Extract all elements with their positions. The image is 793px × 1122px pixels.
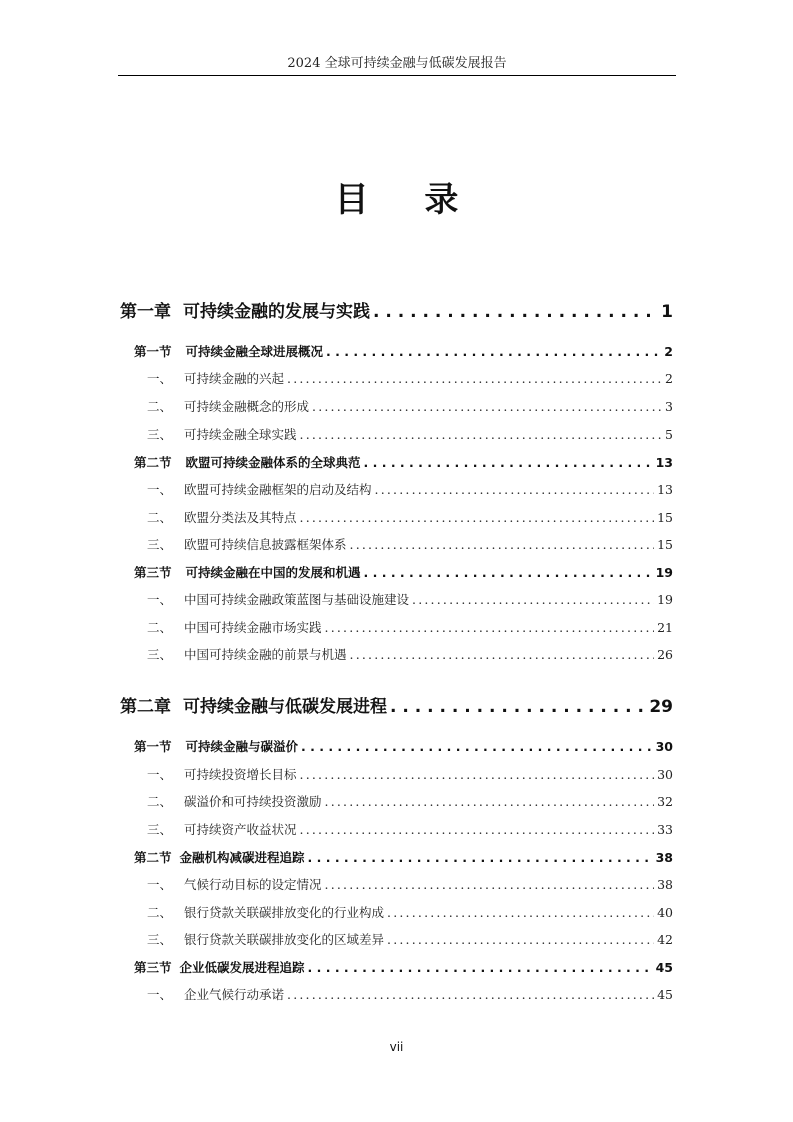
item-title: 可持续金融概念的形成: [184, 399, 310, 414]
section-title: 可持续金融在中国的发展和机遇: [185, 565, 361, 580]
toc-section-1-3[interactable]: [134, 564, 673, 582]
section-title: 欧盟可持续金融体系的全球典范: [185, 455, 361, 470]
page-number: 38: [657, 877, 673, 892]
toc-item-1-1-3[interactable]: [147, 426, 673, 444]
section-number: 第三节: [134, 565, 172, 580]
toc-item-2-1-3[interactable]: [147, 821, 673, 839]
dot-leader: [364, 454, 653, 472]
dot-leader: [364, 564, 653, 582]
dot-leader: [300, 766, 655, 784]
dot-leader: [325, 793, 655, 811]
dot-leader: [350, 646, 655, 664]
page-number: 13: [655, 455, 673, 470]
page-number: 32: [657, 794, 673, 809]
toc-item-2-2-1[interactable]: [147, 876, 673, 894]
item-title: 可持续金融的兴起: [184, 371, 285, 386]
chapter-number: 第一章: [120, 302, 171, 322]
dot-leader: [373, 300, 658, 324]
item-number: 三、: [147, 647, 173, 662]
page-number: 30: [657, 767, 673, 782]
page-number: 45: [655, 960, 673, 975]
toc-item-1-3-2[interactable]: [147, 619, 673, 637]
toc-section-2-3[interactable]: [134, 959, 673, 977]
dot-leader: [300, 509, 655, 527]
dot-leader: [301, 738, 653, 756]
toc-item-1-3-1[interactable]: [147, 591, 673, 609]
item-number: 三、: [147, 427, 173, 442]
dot-leader: [412, 591, 654, 609]
toc-item-1-1-2[interactable]: [147, 398, 673, 416]
item-number: 一、: [147, 371, 173, 386]
item-number: 二、: [147, 905, 173, 920]
dot-leader: [387, 931, 654, 949]
section-title: 可持续金融与碳溢价: [185, 739, 299, 754]
item-number: 三、: [147, 822, 173, 837]
dot-leader: [308, 959, 653, 977]
page-number: 29: [649, 697, 673, 717]
dot-leader: [300, 821, 655, 839]
page-number: 26: [657, 647, 673, 662]
page-number: 21: [657, 620, 673, 635]
item-number: 一、: [147, 987, 173, 1002]
dot-leader: [300, 426, 663, 444]
dot-leader: [387, 904, 654, 922]
dot-leader: [312, 398, 662, 416]
dot-leader: [308, 849, 653, 867]
toc-item-2-1-2[interactable]: [147, 793, 673, 811]
section-title: 金融机构减碳进程追踪: [179, 850, 305, 865]
dot-leader: [325, 619, 655, 637]
toc-item-1-2-1[interactable]: [147, 481, 673, 499]
section-title: 可持续金融全球进展概况: [185, 344, 324, 359]
toc-chapter-1[interactable]: [120, 300, 673, 324]
section-number: 第三节: [134, 960, 172, 975]
page-number: 1: [661, 302, 673, 322]
chapter-title: 可持续金融与低碳发展进程: [183, 697, 387, 717]
chapter-number: 第二章: [120, 697, 171, 717]
dot-leader: [287, 370, 662, 388]
dot-leader: [375, 481, 655, 499]
item-title: 中国可持续金融的前景与机遇: [184, 647, 347, 662]
item-title: 碳溢价和可持续投资激励: [184, 794, 322, 809]
item-title: 企业气候行动承诺: [184, 987, 285, 1002]
page-number: 15: [657, 537, 673, 552]
item-number: 一、: [147, 877, 173, 892]
chapter-title: 可持续金融的发展与实践: [183, 302, 370, 322]
toc-section-1-1[interactable]: [134, 343, 673, 361]
page-footer-number: vii: [389, 1040, 404, 1054]
page-number: 2: [665, 371, 673, 386]
toc-item-2-1-1[interactable]: [147, 766, 673, 784]
dot-leader: [326, 343, 661, 361]
section-title: 企业低碳发展进程追踪: [179, 960, 305, 975]
toc-title: 目 录: [334, 180, 481, 220]
toc-chapter-2[interactable]: [120, 695, 673, 719]
toc-item-2-2-3[interactable]: [147, 931, 673, 949]
page-number: 19: [655, 565, 673, 580]
page-number: 3: [665, 399, 673, 414]
page-number: 13: [657, 482, 673, 497]
item-number: 二、: [147, 399, 173, 414]
toc-item-2-3-1[interactable]: [147, 986, 673, 1004]
item-title: 中国可持续金融市场实践: [184, 620, 322, 635]
section-number: 第二节: [134, 850, 172, 865]
toc-section-2-2[interactable]: [134, 849, 673, 867]
section-number: 第二节: [134, 455, 172, 470]
item-title: 可持续金融全球实践: [184, 427, 297, 442]
page-number: 38: [655, 850, 673, 865]
page-number: 42: [657, 932, 673, 947]
item-title: 欧盟可持续信息披露框架体系: [184, 537, 347, 552]
item-number: 一、: [147, 767, 173, 782]
page-number: 40: [657, 905, 673, 920]
page-number: 30: [655, 739, 673, 754]
item-title: 可持续资产收益状况: [184, 822, 297, 837]
dot-leader: [390, 695, 646, 719]
item-number: 一、: [147, 482, 173, 497]
item-number: 三、: [147, 932, 173, 947]
section-number: 第一节: [134, 344, 172, 359]
header-rule: [118, 75, 676, 76]
item-number: 一、: [147, 592, 173, 607]
toc-item-1-2-2[interactable]: [147, 509, 673, 527]
page-number: 33: [657, 822, 673, 837]
item-title: 银行贷款关联碳排放变化的行业构成: [184, 905, 385, 920]
dot-leader: [287, 986, 654, 1004]
item-number: 二、: [147, 794, 173, 809]
item-number: 二、: [147, 620, 173, 635]
item-title: 银行贷款关联碳排放变化的区域差异: [184, 932, 385, 947]
page-number: 2: [664, 344, 673, 359]
item-title: 中国可持续金融政策蓝图与基础设施建设: [184, 592, 410, 607]
dot-leader: [325, 876, 655, 894]
page-number: 45: [657, 987, 673, 1002]
running-header: 2024 全球可持续金融与低碳发展报告: [287, 56, 507, 71]
toc-section-1-2[interactable]: [134, 454, 673, 472]
item-title: 欧盟分类法及其特点: [184, 510, 297, 525]
page-number: 15: [657, 510, 673, 525]
toc-section-2-1[interactable]: [134, 738, 673, 756]
item-title: 可持续投资增长目标: [184, 767, 297, 782]
page-number: 5: [665, 427, 673, 442]
toc-item-1-1-1[interactable]: [147, 370, 673, 388]
item-number: 三、: [147, 537, 173, 552]
toc-item-2-2-2[interactable]: [147, 904, 673, 922]
page-number: 19: [657, 592, 673, 607]
item-number: 二、: [147, 510, 173, 525]
toc-item-1-3-3[interactable]: [147, 646, 673, 664]
item-title: 气候行动目标的设定情况: [184, 877, 322, 892]
item-title: 欧盟可持续金融框架的启动及结构: [184, 482, 372, 497]
dot-leader: [350, 536, 655, 554]
section-number: 第一节: [134, 739, 172, 754]
toc-item-1-2-3[interactable]: [147, 536, 673, 554]
